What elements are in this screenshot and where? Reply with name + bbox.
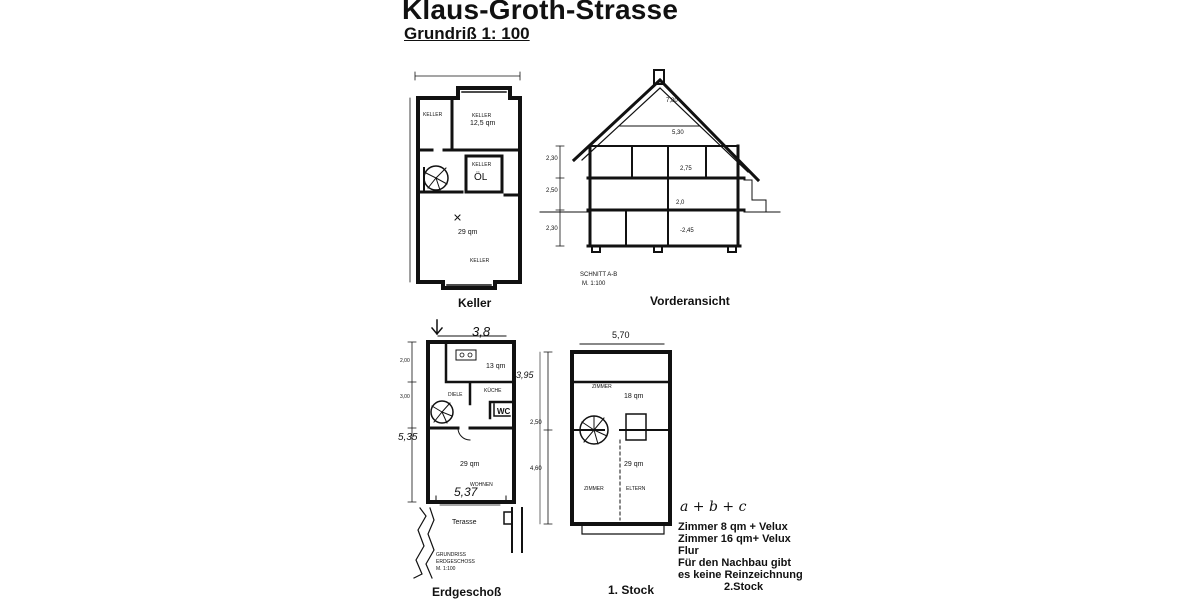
eg-dim-left: 5,35 <box>398 432 418 443</box>
notes-line-5: es keine Reinzeichnung <box>678 569 803 581</box>
eg-dim-bottom: 5,37 <box>454 485 478 499</box>
height-cellar: -2,45 <box>680 228 694 234</box>
notes-line-2: Zimmer 16 qm+ Velux <box>678 533 791 545</box>
section-label: SCHNITT A-B <box>580 272 618 278</box>
og-zimmer-label: ZIMMER <box>584 486 604 492</box>
eg-kitchen-area: 13 qm <box>486 363 506 370</box>
eg-plan <box>408 320 522 578</box>
notes-line-1: Zimmer 8 qm + Velux <box>678 521 788 533</box>
eg-stamp-line-3: M. 1:100 <box>436 566 456 572</box>
caption-erdgeschoss: Erdgeschoß <box>432 585 502 599</box>
eg-dim-right: 3,95 <box>516 370 534 380</box>
section-dim-2: 2,50 <box>546 188 558 194</box>
height-ridge: 7,80 <box>666 98 678 104</box>
notes-block <box>678 499 803 593</box>
section-dim-1: 2,30 <box>546 156 558 162</box>
eg-wc-label: WC <box>497 407 511 416</box>
notes-line-3: Flur <box>678 545 699 557</box>
eg-diele-label: DIELE <box>448 392 463 398</box>
keller-small-room-label: KELLER <box>423 112 443 118</box>
keller-room-area: 12,5 qm <box>470 120 496 127</box>
eg-wohnen-label: WOHNEN <box>470 482 493 488</box>
caption-vorderansicht: Vorderansicht <box>650 294 730 308</box>
notes-line-4: Für den Nachbau gibt <box>678 557 792 569</box>
caption-1-stock: 1. Stock <box>608 583 655 597</box>
section-drawing <box>540 70 780 252</box>
og-top-room-area: 18 qm <box>624 393 644 400</box>
og-dim-top: 5,70 <box>612 330 630 340</box>
og-left-dim-2: 4,60 <box>530 466 542 472</box>
eg-stamp-line-1: GRUNDRISS <box>436 552 467 558</box>
height-attic: 5,30 <box>672 130 684 136</box>
og-left-dim-1: 2,50 <box>530 420 542 426</box>
height-upper: 2,75 <box>680 166 692 172</box>
og-top-room-label: ZIMMER <box>592 384 612 390</box>
og-eltern-label: ELTERN <box>626 486 646 492</box>
eg-main-area: 29 qm <box>460 461 480 468</box>
keller-main-label: KELLER <box>470 258 490 264</box>
keller-room-label: KELLER <box>472 113 492 119</box>
keller-main-area: 29 qm <box>458 229 478 236</box>
notes-formula: a + b + c <box>680 499 747 515</box>
page-title: Klaus-Groth-Strasse <box>402 0 679 25</box>
section-scale: M. 1:100 <box>582 281 606 287</box>
og-plan <box>540 344 670 534</box>
caption-keller: Keller <box>458 296 492 310</box>
section-dim-3: 2,30 <box>546 226 558 232</box>
oel-room-label: KELLER <box>472 162 492 168</box>
terrace-label: Terasse <box>452 519 477 526</box>
eg-left-dim-2: 3,00 <box>400 394 410 400</box>
eg-kitchen-label: KÜCHE <box>484 388 502 394</box>
keller-plan <box>410 72 520 288</box>
eg-left-dim-1: 2,00 <box>400 358 410 364</box>
height-ground: 2,0 <box>676 200 685 206</box>
scale-subtitle: Grundriß 1: 100 <box>404 24 530 43</box>
caption-2-stock: 2.Stock <box>724 581 764 593</box>
og-bottom-room-area: 29 qm <box>624 461 644 468</box>
eg-stamp-line-2: ERDGESCHOSS <box>436 559 475 565</box>
oel-room-name: ÖL <box>474 172 488 183</box>
eg-dim-top: 3,8 <box>472 324 491 339</box>
